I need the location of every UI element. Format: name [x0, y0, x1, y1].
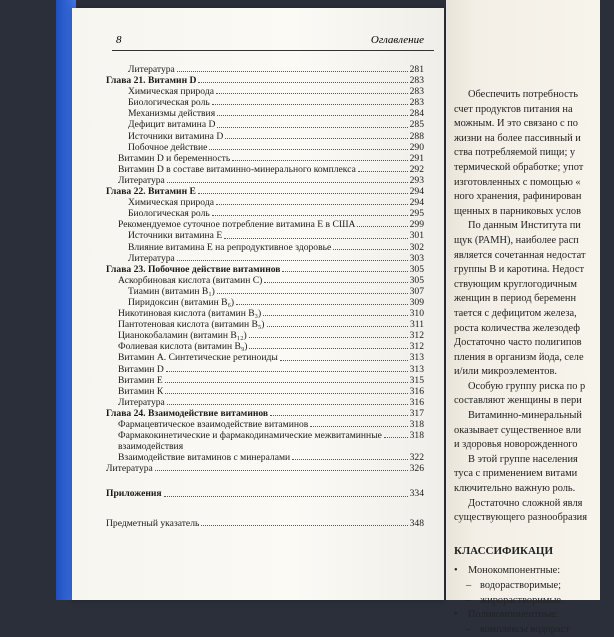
body-text-line: Особую группу риска по р	[468, 380, 586, 392]
toc-entry	[106, 219, 424, 230]
toc-page-number: 317	[409, 407, 424, 419]
toc-entry-title: Побочное действие	[128, 141, 208, 153]
body-text-line: роста количества железодеф	[454, 322, 580, 334]
toc-entry	[106, 275, 424, 286]
toc-entry-title: Взаимодействие витаминов с минералами	[118, 452, 291, 464]
toc-page-number: 348	[409, 517, 424, 529]
list-marker: •	[454, 565, 458, 577]
toc-page-number: 301	[409, 230, 424, 242]
toc-entry	[106, 86, 424, 97]
toc-entry	[106, 142, 424, 153]
body-text-line: Достаточно сложной явля	[468, 497, 583, 509]
toc-entry-title: Источники витамина Е	[128, 230, 223, 242]
toc-entry-title: Химическая природа	[128, 86, 214, 98]
list-item	[454, 594, 614, 609]
list-item	[454, 579, 614, 594]
toc-entry-title: Глава 22. Витамин Е	[106, 186, 196, 198]
toc-page-number: 299	[409, 219, 424, 231]
toc-entry	[106, 131, 424, 142]
toc-leader-dots	[167, 404, 408, 405]
toc-page-number: 283	[409, 97, 424, 109]
toc-leader-dots	[280, 360, 408, 361]
toc-entry-title: Рекомендуемое суточное потребление витамина Е в США	[118, 219, 356, 231]
toc-entry-title: Цианокобаламин (витамин В₁₂)	[118, 330, 247, 342]
list-item	[454, 564, 614, 579]
toc-entry	[106, 230, 424, 241]
body-text-line: является сочетанная недостат	[454, 249, 586, 261]
toc-page-number: 309	[409, 296, 424, 308]
toc-leader-dots	[263, 315, 407, 316]
toc-entry	[106, 297, 424, 308]
toc-entry	[106, 364, 424, 375]
toc-entry-title: взаимодействия	[118, 441, 184, 453]
toc-page-number: 318	[409, 430, 424, 442]
toc-entry-title: Биологическая роль	[128, 208, 210, 220]
body-text-line: составляют женщины в пери	[454, 395, 582, 407]
toc-entry	[106, 430, 424, 441]
toc-page-number: 303	[409, 252, 424, 264]
toc-entry-title: Литература	[118, 396, 165, 408]
toc-entry-title: Химическая природа	[128, 197, 214, 209]
toc-leader-dots	[177, 71, 408, 72]
toc-page-number: 292	[409, 163, 424, 175]
toc-page-number: 313	[409, 363, 424, 375]
body-text-line: изготовленных с помощью «	[454, 176, 581, 188]
toc-page-number: 316	[409, 385, 424, 397]
toc-page-number: 315	[409, 374, 424, 386]
body-text-line: и здоровья новорожденного	[454, 439, 578, 451]
toc-entry-title: Фолиевая кислота (витамин В₉)	[118, 341, 248, 353]
body-text-line: щенных в парниковых услов	[454, 205, 581, 217]
toc-page-number: 302	[409, 241, 424, 253]
body-text-line: жизни на более пассивный и	[454, 132, 581, 144]
header-title: Оглавление	[370, 34, 424, 46]
body-text-line: счет продуктов питания на	[454, 103, 573, 115]
body-text-line: туса с применением витами	[454, 468, 578, 480]
toc-leader-dots	[209, 149, 407, 150]
toc-leader-dots	[249, 337, 408, 338]
toc-page-number: 281	[409, 64, 424, 75]
body-text-line: ного хранения, рафинирован	[454, 191, 582, 203]
table-of-contents	[106, 64, 424, 529]
toc-entry-title: Источники витамина D	[128, 130, 224, 142]
toc-page-number: 305	[409, 263, 424, 275]
toc-leader-dots	[198, 193, 408, 194]
toc-page-number: 291	[409, 152, 424, 164]
body-text-line: группы В и каротина. Недост	[454, 264, 584, 276]
toc-page-number: 307	[409, 285, 424, 297]
toc-entry	[106, 97, 424, 108]
toc-entry-title: Литература	[118, 174, 165, 186]
toc-page-number: 311	[409, 319, 424, 331]
toc-leader-dots	[212, 215, 408, 216]
toc-entry	[106, 375, 424, 386]
toc-entry	[106, 64, 424, 75]
toc-entry-title: Витамин Е	[118, 374, 163, 386]
toc-entry	[106, 308, 424, 319]
list-marker: •	[454, 609, 458, 621]
toc-leader-dots	[155, 470, 408, 471]
toc-entry-title: Дефицит витамина D	[128, 119, 216, 131]
toc-entry-title: Литература	[106, 463, 153, 475]
toc-page-number: 312	[409, 330, 424, 342]
toc-page-number: 293	[409, 174, 424, 186]
list-item	[454, 623, 614, 637]
toc-entry	[106, 164, 424, 175]
toc-entry	[106, 208, 424, 219]
toc-leader-dots	[384, 437, 408, 438]
toc-leader-dots	[164, 496, 408, 497]
toc-entry	[106, 286, 424, 297]
list-marker: –	[466, 623, 472, 635]
toc-entry-title: Глава 21. Витамин D	[106, 75, 197, 87]
body-text-line: можным. И это связано с по	[454, 118, 578, 130]
toc-entry-title: Литература	[128, 64, 175, 75]
left-page	[72, 8, 444, 600]
toc-leader-dots	[232, 160, 407, 161]
toc-entry-title: Пиридоксин (витамин В₆)	[128, 296, 235, 308]
toc-leader-dots	[166, 371, 408, 372]
toc-page-number: 312	[409, 341, 424, 353]
toc-entry	[106, 386, 424, 397]
toc-entry-title: Литература	[128, 252, 175, 264]
body-text-line: ключительно важную роль.	[454, 483, 576, 495]
list-marker: –	[466, 594, 472, 606]
toc-leader-dots	[216, 204, 408, 205]
toc-entry	[106, 330, 424, 341]
toc-entry-title: Биологическая роль	[128, 97, 210, 109]
toc-entry	[106, 153, 424, 164]
toc-leader-dots	[165, 382, 408, 383]
body-text-line: Обеспечить потребность	[468, 89, 578, 100]
toc-entry-title: Витамин D и беременность	[118, 152, 231, 164]
toc-entry	[106, 352, 424, 363]
toc-entry	[106, 108, 424, 119]
toc-leader-dots	[217, 115, 408, 116]
body-text-line: щук (РАМН), наиболее расп	[454, 234, 579, 246]
toc-leader-dots	[333, 249, 407, 250]
toc-entry-title: Аскорбиновая кислота (витамин С)	[118, 274, 263, 286]
toc-entry-title: Приложения	[106, 488, 162, 500]
toc-page-number: 318	[409, 419, 424, 430]
list-item-text: жирорастворимые.	[480, 594, 564, 606]
toc-page-number: 294	[409, 186, 424, 198]
toc-entry	[106, 264, 424, 275]
body-text-line: Витаминно-минеральный	[468, 410, 582, 422]
body-text-line: существующего разнообразия	[454, 512, 588, 524]
toc-page-number: 310	[409, 308, 424, 320]
list-item-text: Поликомпонентные:	[468, 609, 559, 621]
toc-entry	[106, 408, 424, 419]
toc-leader-dots	[177, 260, 408, 261]
body-text-line: ствующим круглогодичным	[454, 278, 577, 290]
toc-page-number: 285	[409, 119, 424, 131]
toc-entry	[106, 242, 424, 253]
body-text-line: В этой группе населения	[468, 453, 578, 465]
right-page-text	[454, 88, 614, 637]
toc-leader-dots	[217, 127, 407, 128]
toc-page-number: 334	[409, 488, 424, 500]
toc-entry-title: Витамин D	[118, 363, 164, 375]
body-text-line: и/или микроэлементов.	[454, 366, 557, 378]
toc-leader-dots	[236, 304, 407, 305]
toc-leader-dots	[267, 326, 408, 327]
toc-leader-dots	[167, 182, 408, 183]
toc-entry	[106, 518, 424, 529]
toc-leader-dots	[217, 293, 408, 294]
toc-entry-title: Фармацевтическое взаимодействие витаминов	[118, 419, 309, 430]
toc-entry	[106, 197, 424, 208]
toc-entry-title: Никотиновая кислота (витамин В₃)	[118, 308, 262, 320]
toc-leader-dots	[282, 271, 407, 272]
body-text-line: пления в организм йода, селе	[454, 351, 584, 363]
toc-entry-title: Предметный указатель	[106, 517, 200, 529]
toc-page-number: 313	[409, 352, 424, 364]
toc-entry-title: Механизмы действия	[128, 108, 216, 120]
toc-entry	[106, 397, 424, 408]
toc-entry-title: Тиамин (витамин В₁)	[128, 285, 215, 297]
toc-entry	[106, 441, 424, 452]
toc-entry	[106, 319, 424, 330]
body-text-line: тается с дефицитом железа,	[454, 307, 577, 319]
toc-leader-dots	[201, 525, 407, 526]
body-text-line: оказывает существенное вли	[454, 424, 582, 436]
toc-page-number: 290	[409, 141, 424, 153]
toc-entry-title: Витамин D в составе витаминно-минерального комплекса	[118, 163, 356, 175]
toc-leader-dots	[270, 415, 407, 416]
page-number: 8	[116, 34, 122, 46]
toc-entry	[106, 175, 424, 186]
toc-page-number: 326	[409, 463, 424, 475]
body-text-line: Достаточно часто полигипов	[454, 337, 582, 349]
list-item	[454, 608, 614, 623]
section-heading: КЛАССИФИКАЦИ	[454, 544, 554, 557]
toc-entry	[106, 452, 424, 463]
toc-page-number: 283	[409, 86, 424, 98]
body-text-line: термической обработке; упот	[454, 161, 584, 173]
toc-leader-dots	[224, 238, 407, 239]
toc-page-number: 305	[409, 274, 424, 286]
list-item-text: комплексы водораст	[480, 623, 570, 635]
toc-leader-dots	[216, 93, 408, 94]
body-text-line: ства потребляемой пищи; у	[454, 147, 576, 159]
toc-entry	[106, 341, 424, 352]
toc-leader-dots	[249, 348, 407, 349]
list-marker: –	[466, 580, 472, 591]
toc-entry	[106, 186, 424, 197]
toc-leader-dots	[358, 171, 408, 172]
toc-entry-title: Глава 23. Побочное действие витаминов	[106, 263, 281, 275]
toc-entry-title: Витамин К	[118, 385, 164, 397]
toc-page-number: 294	[409, 197, 424, 209]
toc-entry-title: Витамин А. Синтетические ретиноиды	[118, 352, 278, 364]
toc-page-number: 322	[409, 452, 424, 464]
toc-entry-title: Пантотеновая кислота (витамин В₅)	[118, 319, 265, 331]
toc-page-number: 284	[409, 108, 424, 120]
list-item-text: водорастворимые;	[480, 580, 562, 591]
right-page	[446, 0, 600, 635]
toc-leader-dots	[357, 226, 407, 227]
toc-entry	[106, 75, 424, 86]
toc-entry	[106, 119, 424, 130]
toc-leader-dots	[165, 393, 407, 394]
toc-leader-dots	[198, 82, 407, 83]
toc-leader-dots	[310, 426, 407, 427]
toc-entry	[106, 488, 424, 499]
toc-entry-title: Фармакокинетические и фармакодинамические межвитаминные	[118, 430, 382, 442]
toc-entry	[106, 463, 424, 474]
toc-leader-dots	[292, 459, 407, 460]
body-text-line: По данным Института пи	[468, 220, 581, 232]
toc-entry-title: Влияние витамина Е на репродуктивное здоровье	[128, 241, 332, 253]
toc-entry	[106, 419, 424, 430]
toc-page-number: 283	[409, 75, 424, 87]
toc-page-number: 316	[409, 396, 424, 408]
body-text-line: женщин в период беременн	[454, 293, 577, 305]
page-header	[112, 34, 434, 51]
toc-page-number: 288	[409, 130, 424, 142]
toc-leader-dots	[264, 282, 407, 283]
toc-entry-title: Глава 24. Взаимодействие витаминов	[106, 407, 269, 419]
toc-leader-dots	[225, 138, 407, 139]
toc-leader-dots	[212, 104, 408, 105]
list-item-text: Монокомпонентные:	[468, 565, 561, 577]
toc-page-number: 295	[409, 208, 424, 220]
toc-entry	[106, 253, 424, 264]
